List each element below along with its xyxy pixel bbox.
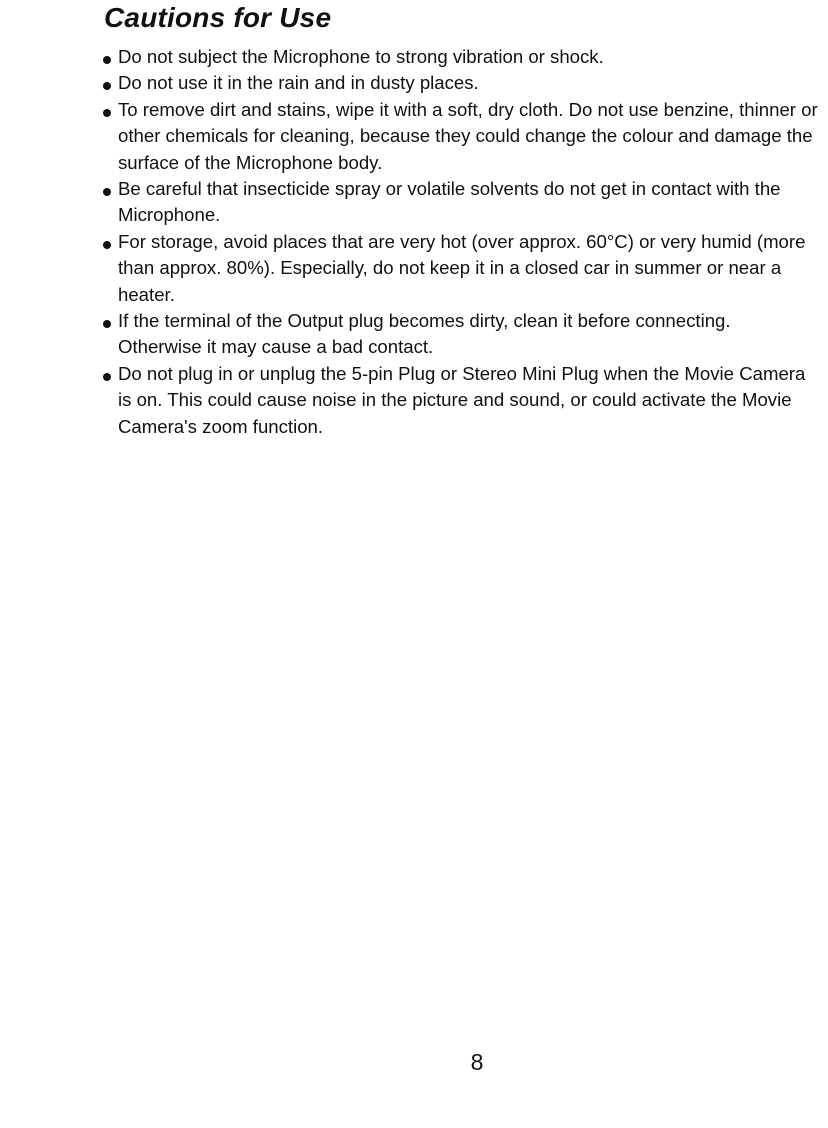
page-number: 8 xyxy=(470,1049,484,1075)
caution-item-vibration xyxy=(103,44,818,70)
caution-item-rain-dust xyxy=(103,70,818,96)
caution-text: Do not subject the Microphone to strong vibration or shock. xyxy=(118,46,604,67)
bullet-icon xyxy=(103,320,111,328)
caution-text: Do not use it in the rain and in dusty places. xyxy=(118,72,479,94)
caution-text: Be careful that insecticide spray or volatile solvents do not get in contact with the Microphone. xyxy=(118,178,781,226)
bullet-icon xyxy=(103,82,111,90)
bullet-icon xyxy=(103,109,111,117)
bullet-icon xyxy=(103,373,111,381)
caution-item-output-plug xyxy=(103,308,818,361)
caution-item-storage xyxy=(103,229,818,308)
cautions-list xyxy=(103,44,818,440)
caution-text: To remove dirt and stains, wipe it with a soft, dry cloth. Do not use benzine, thinner or other chemicals for cleaning, because they could change the colour and damage the surface of the Microphone body. xyxy=(118,98,818,173)
bullet-icon xyxy=(103,56,111,64)
caution-text: If the terminal of the Output plug becomes dirty, clean it before connecting. Otherwise it may cause a bad contact. xyxy=(118,310,731,358)
page-title: Cautions for Use xyxy=(104,2,332,33)
caution-text: For storage, avoid places that are very hot (over approx. 60°C) or very humid (more than approx. 80%). Especially, do not keep it in a closed car in summer or near a heater. xyxy=(118,230,806,305)
caution-item-plug-handling xyxy=(103,361,818,440)
caution-text: Do not plug in or unplug the 5-pin Plug or Stereo Mini Plug when the Movie Camera is on. This could cause noise in the picture and sound, or could activate the Movie Camera's zoom function. xyxy=(118,362,806,437)
bullet-icon xyxy=(103,188,111,196)
caution-item-cleaning xyxy=(103,97,818,176)
caution-item-insecticide xyxy=(103,176,818,229)
bullet-icon xyxy=(103,241,111,249)
